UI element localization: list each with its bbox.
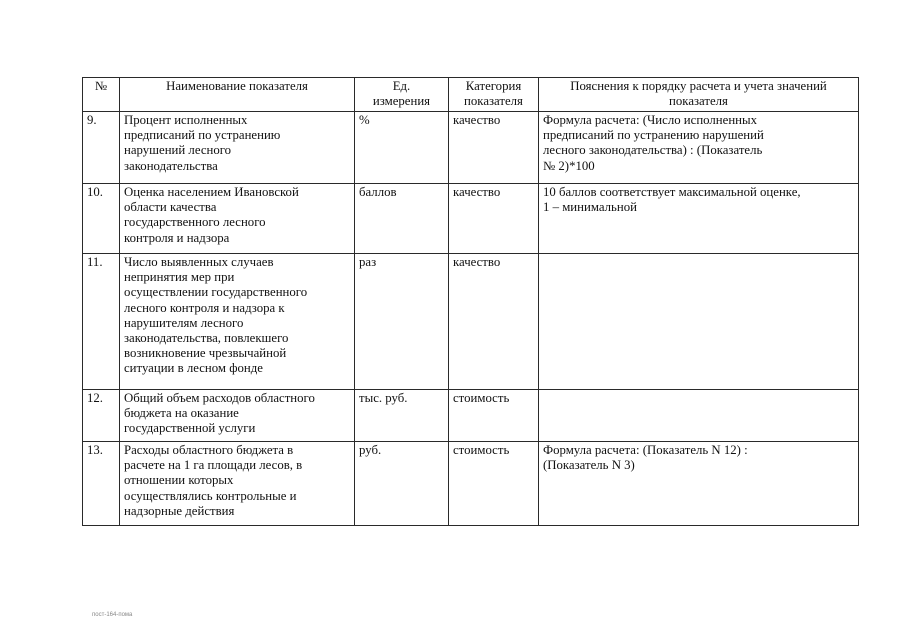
row-notes: Формула расчета: (Число исполненных предписаний по устранению нарушений лесного законодательства) : (Показатель № 2)*100: [539, 112, 859, 184]
table-row: [83, 390, 859, 442]
row-category: качество: [449, 184, 539, 254]
row-unit: раз: [355, 254, 449, 390]
header-category: Категория показателя: [449, 78, 539, 112]
table-header-row: [83, 78, 859, 112]
row-notes: 10 баллов соответствует максимальной оценке, 1 – минимальной: [539, 184, 859, 254]
table-row: [83, 184, 859, 254]
header-unit: Ед. измерения: [355, 78, 449, 112]
table-row: [83, 254, 859, 390]
row-num: 9.: [83, 112, 120, 184]
row-category: качество: [449, 254, 539, 390]
row-notes: [539, 390, 859, 442]
row-name: Оценка населением Ивановской области качества государственного лесного контроля и надзора: [120, 184, 355, 254]
row-name: Процент исполненных предписаний по устранению нарушений лесного законодательства: [120, 112, 355, 184]
row-unit: тыс. руб.: [355, 390, 449, 442]
row-name: Общий объем расходов областного бюджета на оказание государственной услуги: [120, 390, 355, 442]
table-row: [83, 112, 859, 184]
footer-mark: пост-164-пома: [92, 612, 133, 618]
row-num: 13.: [83, 442, 120, 526]
row-unit: %: [355, 112, 449, 184]
row-num: 10.: [83, 184, 120, 254]
row-category: стоимость: [449, 442, 539, 526]
row-unit: руб.: [355, 442, 449, 526]
row-num: 12.: [83, 390, 120, 442]
header-name: Наименование показателя: [120, 78, 355, 112]
row-notes: [539, 254, 859, 390]
row-name: Расходы областного бюджета в расчете на 1 га площади лесов, в отношении которых осуществлялись контрольные и надзорные действия: [120, 442, 355, 526]
table-row: [83, 442, 859, 526]
row-unit: баллов: [355, 184, 449, 254]
row-category: стоимость: [449, 390, 539, 442]
row-notes: Формула расчета: (Показатель N 12) : (Показатель N 3): [539, 442, 859, 526]
header-num: №: [83, 78, 120, 112]
row-name: Число выявленных случаев непринятия мер при осуществлении государственного лесного контроля и надзора к нарушителям лесного законодательства, повлекшего возникновение чрезвычайной ситуации в лесном фонде: [120, 254, 355, 390]
header-notes: Пояснения к порядку расчета и учета значений показателя: [539, 78, 859, 112]
indicators-table: [82, 77, 859, 526]
row-category: качество: [449, 112, 539, 184]
row-num: 11.: [83, 254, 120, 390]
